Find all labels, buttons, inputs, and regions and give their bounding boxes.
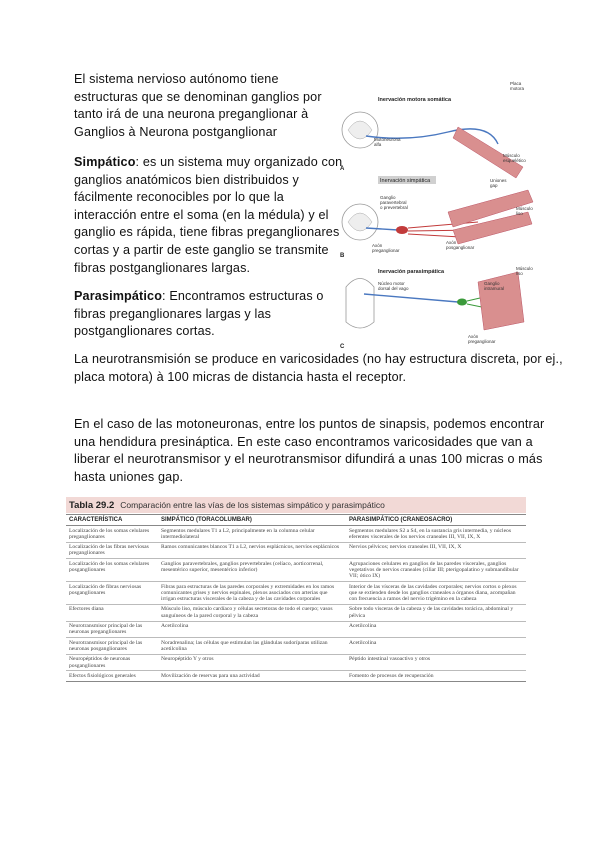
- label-b-6: liso: [516, 211, 523, 216]
- panel-c-title: Inervación parasimpática: [378, 269, 445, 275]
- neurotransmission-paragraph: La neurotransmisión se produce en varicosidades (no hay estructura discreta, por ej., placa motora) à 100 micras de distancia hasta el receptor.: [74, 352, 563, 384]
- label-b-2: Ganglio: [380, 195, 396, 200]
- panel-b-letter: B: [340, 253, 345, 259]
- label-c-2: Ganglio: [484, 281, 500, 286]
- table-cell: Neuropéptidos de neuronas posganglionares: [66, 654, 158, 671]
- table-cell: Segmentos medulares S2 a S4, en la sustancia gris intermedia, y núcleos eferentes viscerales de los nervios craneales III, VII, IX, X: [346, 526, 526, 543]
- table-row: [66, 542, 526, 559]
- table-cell: Acetilcolina: [346, 638, 526, 655]
- label-c-0: Núcleo motor: [378, 281, 405, 286]
- label-c-5: liso: [516, 271, 523, 276]
- table-cell: Movilización de reservas para una actividad: [158, 671, 346, 681]
- panel-b-title: Inervación simpática: [380, 178, 431, 184]
- label-b-5: Músculo: [516, 206, 533, 211]
- label-b-9: Axón: [446, 240, 457, 245]
- parasympathetic-label: Parasimpático: [74, 289, 163, 303]
- label-a-1: motora: [510, 86, 525, 91]
- table-row: [66, 526, 526, 543]
- preganglionic-axon-c: [364, 294, 458, 302]
- label-c-1: dorsal del vago: [378, 286, 409, 291]
- table-row: [66, 671, 526, 681]
- label-b-3: paravertebral: [380, 200, 407, 205]
- table-cell: Fibras para estructuras de las paredes corporales y extremidades en los ramos comunicantes grises y nervios espinales, plexos asociados con arterias que irrigan estructuras viscerales de la cabeza y de las cavidades corporales: [158, 582, 346, 605]
- table-title-bar: [66, 497, 526, 513]
- label-b-7: Axón: [372, 243, 383, 248]
- comparison-table-grid: [66, 514, 526, 682]
- table-title: Comparación entre las vías de los sistemas simpático y parasimpático: [120, 500, 385, 510]
- sympathetic-paragraph: [74, 154, 350, 277]
- label-c-6: Axón: [468, 334, 479, 339]
- table-row: [66, 621, 526, 638]
- sympathetic-text: : es un sistema muy organizado con ganglios anatómicos bien distribuidos y fácilmente reconocibles por lo que la interacción entre el soma (en la médula) y el ganglio es rápida, tiene fibras preganglionares cortas y a partir de este ganglio se transmite fibras postganglionares largas.: [74, 155, 343, 275]
- label-a-3: alfa: [374, 142, 382, 147]
- table-cell: Localización de las fibras nerviosas preganglionares: [66, 542, 158, 559]
- panel-a: [340, 81, 526, 178]
- preganglionic-axon-b: [366, 228, 398, 230]
- table-cell: Neurotransmisor principal de las neuronas posganglionares: [66, 638, 158, 655]
- label-a-5: esquelético: [503, 158, 526, 163]
- table-cell: Acetilcolina: [158, 621, 346, 638]
- table-cell: Ganglios paravertebrales, ganglios prevertebrales (celíaco, aorticorrenal, mesentérico superior, mesentérico inferior): [158, 559, 346, 582]
- table-cell: Agrupaciones celulares en ganglios de las paredes viscerales, ganglios vegetativos de nervios craneales (ciliar III; pterigopalatino y submandibular VII; ótico IX): [346, 559, 526, 582]
- label-b-1: gap: [490, 183, 498, 188]
- header-characteristic: CARACTERÍSTICA: [66, 515, 158, 526]
- table-cell: Neurotransmisor principal de las neuronas preganglionares: [66, 621, 158, 638]
- table-number: Tabla 29.2: [69, 500, 115, 511]
- table-cell: Neuropéptido Y y otros: [158, 654, 346, 671]
- label-a-4: Músculo: [503, 153, 520, 158]
- panel-b: [340, 176, 533, 259]
- table-cell: Ramos comunicantes blancos T1 a L2, nervios esplácnicos, nervios esplácnicos: [158, 542, 346, 559]
- table-row: [66, 582, 526, 605]
- sympathetic-ganglion: [396, 226, 408, 234]
- label-c-4: Músculo: [516, 266, 533, 271]
- table-cell: Músculo liso, músculo cardíaco y células secretoras de todo el cuerpo; vasos sanguíneos de la pared corporal y la cabeza: [158, 604, 346, 621]
- table-cell: Localización de los somas celulares posganglionares: [66, 559, 158, 582]
- comparison-table: [66, 497, 526, 775]
- label-b-8: preganglionar: [372, 248, 400, 253]
- parasympathetic-text: : Encontramos estructuras o fibras preganglionares largas y las postganglionares cortas.: [74, 289, 324, 339]
- label-b-4: o prevertebral: [380, 205, 408, 210]
- label-b-10: posganglionar: [446, 245, 475, 250]
- header-parasympathetic: PARASIMPÁTICO (CRANEOSACRO): [346, 515, 526, 526]
- label-c-3: intramural: [484, 286, 505, 291]
- table-cell: Localización de fibras nerviosas posganglionares: [66, 582, 158, 605]
- table-cell: Segmentos medulares T1 a L2, principalmente en la columna celular intermediolateral: [158, 526, 346, 543]
- innervation-figure: [338, 72, 538, 352]
- table-cell: Sobre todo vísceras de la cabeza y de las cavidades torácica, abdominal y pélvica: [346, 604, 526, 621]
- table-cell: Interior de las vísceras de las cavidades corporales; nervios cortos o plexos que se extienden desde los ganglios craneales a órganos diana, acompañan con frecuencia a ramos del nervio trigémino en la cabeza: [346, 582, 526, 605]
- table-cell: Localización de los somas celulares preganglionares: [66, 526, 158, 543]
- panel-a-title: Inervación motora somática: [378, 97, 452, 103]
- table-cell: Efectos fisiológicos generales: [66, 671, 158, 681]
- motoneuron-paragraph: En el caso de las motoneuronas, entre los puntos de sinapsis, podemos encontrar una hendidura presináptica. En este caso encontramos varicosidades que van a liberar el neurotransmisor y el neurotransmisor difundirá a unas 100 micras o más hasta uniones gap.: [74, 417, 545, 484]
- panel-c: [340, 266, 533, 350]
- parasympathetic-paragraph: [74, 288, 336, 341]
- label-a-2: Motoneurona: [374, 137, 401, 142]
- label-b-0: Uniones: [490, 178, 507, 183]
- sympathetic-label: Simpático: [74, 155, 136, 169]
- table-row: [66, 604, 526, 621]
- table-row: [66, 559, 526, 582]
- table-row: [66, 638, 526, 655]
- table-cell: Noradrenalina; las células que estimulan las glándulas sudoríparas utilizan acetilcolina: [158, 638, 346, 655]
- table-row: [66, 654, 526, 671]
- table-cell: Acetilcolina: [346, 621, 526, 638]
- table-cell: Fomento de procesos de recuperación: [346, 671, 526, 681]
- label-c-7: preganglionar: [468, 339, 496, 344]
- label-a-0: Placa: [510, 81, 522, 86]
- panel-c-letter: C: [340, 344, 345, 350]
- header-sympathetic: SIMPÁTICO (TORACOLUMBAR): [158, 515, 346, 526]
- table-cell: Péptido intestinal vasoactivo y otros: [346, 654, 526, 671]
- table-cell: Nervios pélvicos; nervios craneales III, VII, IX, X: [346, 542, 526, 559]
- table-header-row: [66, 515, 526, 526]
- intro-paragraph: El sistema nervioso autónomo tiene estructuras que se denominan ganglios por tanto irá de una neurona preganglionar à Ganglios à Neurona postganglionar: [74, 72, 322, 139]
- parasympathetic-ganglion: [457, 299, 467, 306]
- brainstem-c: [346, 279, 374, 329]
- table-cell: Efectores diana: [66, 604, 158, 621]
- panel-a-letter: A: [340, 166, 345, 172]
